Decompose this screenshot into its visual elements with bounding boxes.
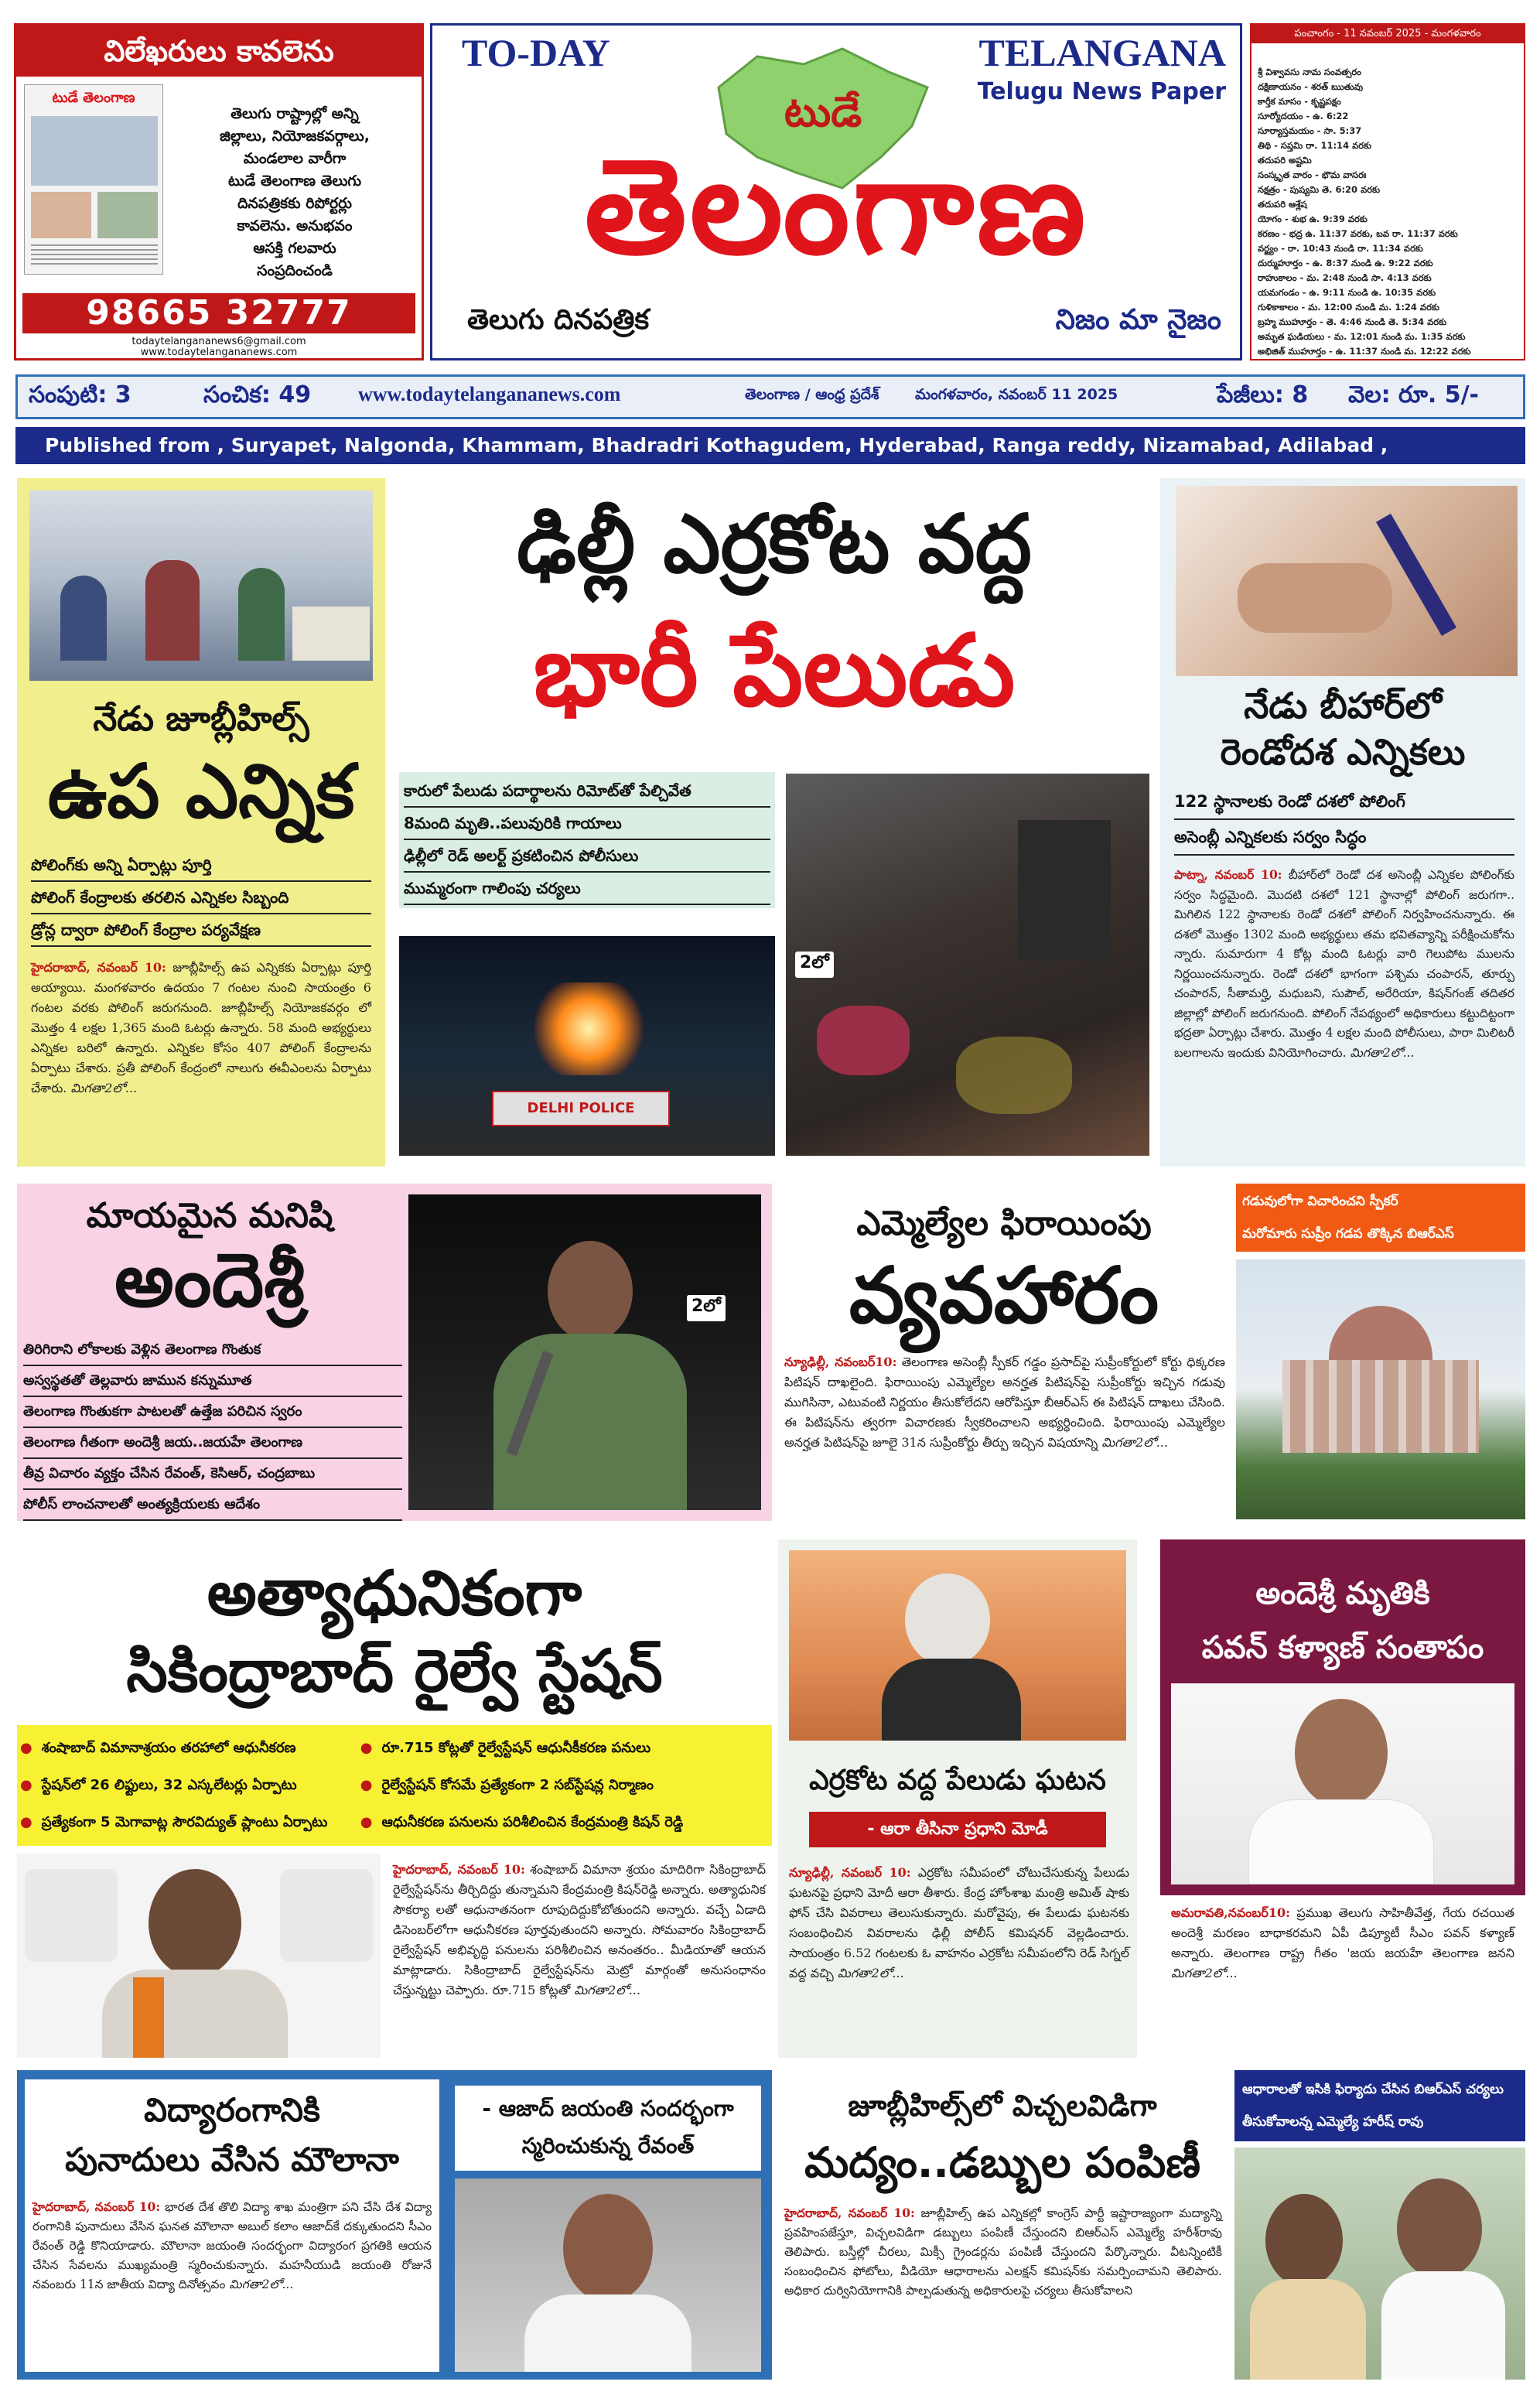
ad-line: సంప్రదించండి [257,262,333,279]
andesri-photo-tag[interactable]: 2లో [687,1295,726,1321]
panchangam-line: నక్షత్రం - పుష్యమి తె. 6:20 వరకు [1258,184,1381,195]
ad-paper-logo: టుడే తెలంగాణ [52,90,135,106]
panchangam-line: కరణం - భద్ర ఉ. 11:37 వరకు, బవ రా. 11:37 వరకు [1258,228,1458,239]
modi-story [778,1539,1137,2058]
harish-story [1234,2070,1525,2380]
panchangam-line: బ్రహ్మ ముహూర్తం - తె. 4:46 నుండి తె. 5:34 వరకు [1258,316,1447,327]
blast-debris-photo [786,774,1149,1156]
defection-story [778,1184,1230,1521]
pawan-text: ప్రముఖ తెలుగు సాహితీవేత్త, గేయ రచయిత అందెశ్రీ మరణం బాధాకరమని ఏపీ డిప్యూటీ సీఎం పవన్ కళ్యాణ్ అన్నారు. తెలంగాణ రాష్ట్ర గీతం 'జయ జయహే తెలంగాణ జనని [1171,1905,1514,1960]
railway-bullet: శంషాబాద్ విమానాశ్రయం తరహాలో ఆధునీకరణ [41,1740,296,1756]
supreme-banner [1236,1184,1525,1252]
masthead-logo [430,23,1242,360]
masthead-english-right: TELANGANA [978,31,1226,74]
delhi-bullet: కారులో పేలుడు పదార్థాలను రిమోట్‌తో పేల్చివేత [404,775,770,808]
blast-night-photo [399,936,775,1156]
railway-bullet: ప్రత్యేకంగా 5 మెగావాట్ల సౌరవిద్యుత్ ప్లాంటు ఏర్పాటు [41,1814,328,1830]
defection-kicker: ఎమ్మెల్యేల ఫిరాయింపు [856,1204,1152,1243]
ad-line: టుడే తెలంగాణ తెలుగు [227,173,362,190]
modi-headline: ఎర్రకోట వద్ద పేలుడు ఘటన [809,1765,1106,1796]
police-barricade-text: DELHI POLICE [527,1100,635,1116]
panchangam-line: దక్షిణాయనం - శరత్ ఋతువు [1258,81,1364,92]
railway-bullet: రూ.715 కోట్లతో రైల్వేస్టేషన్ ఆధునీకీకరణ పనులు [381,1740,651,1756]
panchangam-line: యమగండం - ఉ. 9:11 నుండి ఉ. 10:35 వరకు [1258,287,1436,298]
panchangam-line: తిథి - సప్తమి రా. 11:14 వరకు [1258,140,1372,151]
jubilee-body [31,958,371,1099]
panchangam-line: అమృత ఘడియలు - మ. 12:01 నుండి మ. 1:35 వరకు [1258,331,1466,342]
supreme-court-photo [1236,1259,1525,1519]
azad-continued[interactable]: మిగతా2లో... [229,2277,294,2291]
bihar-body [1174,865,1514,1063]
panchangam-line: సంస్కృత వారం - భౌమ వాసరః [1258,169,1367,180]
defection-text: తెలంగాణ అసెంబ్లీ స్పీకర్ గడ్డం ప్రసాద్‌పై సుప్రీంకోర్టులో కోర్టు ధిక్కరణ పిటిషన్ దాఖలైంది. ఫిరాయింపు ఎమ్మెల్యేల అనర్హత పిటిషన్‌పై సుప్రీంకోర్టు ఇచ్చిన గడువు ముగిసినా, ఎటువంటి నిర్ణయం తీసుకోలేదని ఆరోపిస్తూ బీఆర్ఎస్ ఈ పిటిషన్ దాఖలు చేసింది. ఈ పిటిషన్‌ను త్వరగా విచారణకు స్వీకరించాలని అభ్యర్థించింది. ఫిరాయింపు ఎమ్మెల్యేల అనర్హత పిటిషన్‌పై జూలై 31న సుప్రీంకోర్టు తీర్పు ఇచ్చిన విషయాన్ని [784,1355,1225,1450]
panchangam-line: కార్తీక మాసం - కృష్ణపక్షం [1258,96,1341,107]
jubilee-sub: డ్రోన్ల ద్వారా పోలింగ్ కేంద్రాల పర్యవేక్షణ [31,914,371,947]
azad-side-headline: - ఆజాద్ జయంతి సందర్భంగా స్మరించుకున్న రేవంత్ [455,2086,761,2171]
tagline-left: తెలుగు దినపత్రిక [467,304,650,336]
issue: సంచిక: 49 [203,381,312,408]
andesri-line: అస్వస్థతతో తెల్లవారు జామున కన్నుమూత [23,1366,402,1397]
bihar-subheads [1174,784,1514,856]
liquor-story [778,2070,1227,2380]
liquor-dateline: హైదరాబాద్, నవంబర్ 10: [784,2206,915,2220]
azad-dateline: హైదరాబాద్, నవంబర్ 10: [32,2199,161,2214]
andesri-photo [408,1194,761,1510]
logo-small-text: టుడే [784,87,862,136]
supreme-banner-line-1: గడువులోగా విచారించని స్పీకర్ [1242,1194,1398,1209]
bihar-sub: 122 స్థానాలకు రెండో దశలో పోలింగ్ [1174,784,1514,820]
railway-dateline: హైదరాబాద్, నవంబర్ 10: [393,1862,525,1877]
masthead-english-left: TO-DAY [462,31,610,74]
published-from-bar: Published from , Suryapet, Nalgonda, Khammam, Bhadradri Kothagudem, Hyderabad, Ranga reddy, Nizamabad, Adilabad , [15,427,1525,464]
defection-continued[interactable]: మిగతా2లో... [1101,1435,1168,1450]
logo-big-text: తెలంగాణ [584,131,1089,284]
bihar-headline-1: నేడు బీహార్‌లో [1244,685,1442,726]
azad-body [32,2197,432,2294]
ad-title: విలేఖరులు కావలెను [16,26,422,77]
panchangam-line: అభిజిత్ ముహూర్తం - ఉ. 11:37 నుండి మ. 12:22 వరకు [1258,346,1471,357]
price: వెల: రూ. 5/- [1348,381,1479,408]
azad-story [17,2070,772,2380]
azad-left-panel [25,2079,439,2372]
pawan-continued[interactable]: మిగతా2లో... [1171,1966,1238,1980]
panchangam-line: గుళికాకాలం - మ. 12:00 నుండి మ. 1:24 వరకు [1258,302,1439,313]
ad-line: జిల్లాలు, నియోజకవర్గాలు, [220,128,370,145]
panchangam-header: పంచాంగం - 11 నవంబర్ 2025 - మంగళవారం [1251,25,1524,43]
railway-body [393,1860,766,2001]
andesri-line: తీవ్ర విచారం వ్యక్తం చేసిన రేవంత్, కెసిఆర్, చంద్రబాబు [23,1459,402,1490]
delhi-bullet: ఢిల్లీలో రెడ్ అలర్ట్ ప్రకటించిన పోలీసులు [404,840,770,873]
railway-bullets: ● శంషాబాద్ విమానాశ్రయం తరహాలో ఆధునీకరణ ● రూ.715 కోట్లతో రైల్వేస్టేషన్ ఆధునీకీకరణ పనులు ● స్టేషన్‌లో 26 లిఫ్టులు, 32 ఎస్కలేటర్లు ఏర్పాటు ● రైల్వేస్టేషన్ కోసమే ప్రత్యేకంగా 2 సబ్‌స్టేషన్ల నిర్మాణం ● ప్రత్యేకంగా 5 మెగావాట్ల సౌరవిద్యుత్ ప్లాంటు ఏర్పాటు ● ఆధునీకరణ పనులను పరిశీలించిన కేంద్రమంత్రి కిషన్ రెడ్డి [17,1725,772,1846]
panchangam-line: దుర్ముహూర్తం - ఉ. 8:37 నుండి ఉ. 9:22 వరకు [1258,258,1433,268]
ad-phone: 98665 32777 [22,293,415,333]
harish-photo [1234,2148,1525,2380]
supreme-story [1236,1184,1525,1521]
delhi-photo-tag[interactable]: 2లో [795,952,834,978]
panchangam-box [1250,23,1525,360]
andesri-line: పోలీస్ లాంచనాలతో అంత్యక్రియలకు ఆదేశం [23,1490,402,1521]
reporters-wanted-ad [14,23,424,360]
liquor-headline-1: జూబ్లీహిల్స్‌లో విచ్చలవిడిగా [848,2089,1157,2123]
ad-line: మండలాల వారీగా [243,150,347,167]
info-bar [15,374,1525,419]
jubilee-continued[interactable]: మిగతా2లో... [70,1081,138,1095]
panchangam-line: శ్రీ విశ్వావసు నామ సంవత్సరం [1258,67,1362,77]
jubilee-story [17,478,385,1167]
issue-date: మంగళవారం, నవంబర్ 11 2025 [915,386,1118,403]
andesri-line: తిరిగిరాని లోకాలకు వెళ్లిన తెలంగాణ గొంతుక [23,1335,402,1366]
defection-body [784,1352,1225,1453]
modi-dateline: న్యూఢిల్లీ, నవంబర్ 10: [789,1865,911,1880]
azad-headline-1: విద్యారంగానికి [144,2091,320,2129]
pawan-story [1160,1539,1525,2058]
bihar-dateline: పాట్నా, నవంబర్ 10: [1174,867,1282,882]
delhi-bullets [399,772,775,908]
panchangam-line: వర్జ్యం - రా. 10:43 నుండి రా. 11:34 వరకు [1258,243,1423,254]
pawan-photo [1171,1683,1514,1884]
delhi-bullet: 8మంది మృతి..పలువురికి గాయాలు [404,808,770,840]
edition: తెలంగాణ / ఆంధ్ర ప్రదేశ్ [745,386,879,403]
bihar-story [1160,478,1525,1167]
revanth-photo [455,2178,761,2372]
ad-text [171,103,418,282]
delhi-story [399,478,1149,1167]
defection-dateline: న్యూఢిల్లీ, నవంబర్10: [784,1355,897,1369]
pawan-headline-2: పవన్ కళ్యాణ్ సంతాపం [1201,1630,1484,1666]
andesri-story [17,1184,772,1521]
andesri-headline: అందెశ్రీ [114,1237,306,1324]
railway-bullet: రైల్వేస్టేషన్ కోసమే ప్రత్యేకంగా 2 సబ్‌స్టేషన్ల నిర్మాణం [381,1777,654,1793]
police-barricade [492,1091,670,1126]
modi-photo [789,1550,1126,1741]
ad-line: కావలెను. అనుభవం [237,217,353,234]
panchangam-line: సూర్యోదయం - ఉ. 6:22 [1258,111,1349,121]
ad-line: ఆసక్తి గలవారు [253,240,336,257]
ad-line: తెలుగు రాష్ట్రాల్లో అన్ని [230,105,359,122]
ad-site: www.todaytelangananews.com [140,347,298,358]
bihar-continued[interactable]: మిగతా2లో... [1350,1045,1415,1060]
liquor-text: జూబ్లీహిల్స్ ఉప ఎన్నికల్లో కాంగ్రెస్ పార్టీ ఇష్టారాజ్యంగా మద్యాన్ని ప్రవహింపజేస్తూ, విచ్చలవిడిగా డబ్బులు పంపిణీ చేస్తుందని బిఆర్ఎస్ ఎమ్మెల్యే హరీశ్‌రావు తెలిపారు. బస్తీల్లో చీరలు, మిక్సీ గ్రైండర్లను పంపిణీ చేస్తుందని పేర్కొన్నారు. వీటన్నింటికీ సంబంధించిన ఫోటోలు, వీడియో ఆధారాలను ఎలక్షన్ కమిషన్‌కు సమర్పించామని తెలిపారు. అధికార దుర్వినియోగానికి పాల్పడుతున్న అధికారులపై చర్యలు తీసుకోవాలని [784,2206,1222,2298]
harish-side-headline: ఆధారాలతో ఇసికి ఫిర్యాదు చేసిన బిఆర్ఎస్ చర్యలు తీసుకోవాలన్న ఎమ్మెల్యే హరీష్ రావు [1234,2070,1525,2141]
liquor-headline-2: మద్యం..డబ్బుల పంపిణీ [804,2138,1200,2187]
volume: సంపుటి: 3 [29,381,131,408]
panchangam-line: యోగం - శుభ ఉ. 9:39 వరకు [1258,214,1368,224]
kishan-reddy-photo [17,1854,381,2058]
website-link[interactable]: www.todaytelangananews.com [358,383,621,405]
modi-body [789,1863,1129,1984]
jubilee-subheads [31,849,371,947]
polling-photo [29,490,373,681]
andesri-line: తెలంగాణ గొంతుకగా పాటలతో ఉత్తేజ పరిచిన స్వరం [23,1397,402,1428]
bihar-text: బీహార్‌లో రెండో దశ అసెంబ్లీ ఎన్నికల పోలింగ్‌కు సర్వం సిద్ధమైంది. మొదటి దశలో 121 స్థానాల్లో పోలింగ్ జరుగగా.. మిగిలిన 122 స్థానాలకు రెండో దశలో పోలింగ్ నిర్వహించనున్నారు. ఈ దశలో మొత్తం 1302 మంది అభ్యర్థులు తమ భవితవ్యాన్ని పరీక్షించుకోను న్నారు. సుమారుగా 4 కోట్ల మంది ఓటర్లు వారి గెలుపోట ములను నిర్ణయించనున్నారు. రెండో దశలో భాగంగా పశ్చిమ చంపారన్, తూర్పు చంపారన్, సీతామర్హి, మధుబని, సుపౌల్, అరేరియా, కిషన్‌గంజ్ తదితర జిల్లాల్లో పోలింగ్ జరుగనుంది. పోలింగ్ నేపథ్యంలో అధికారులు కట్టుదిట్టంగా భద్రతా ఏర్పాట్లు చేశారు. మొత్తం 4 లక్షల మంది పోలీసులు, పారా మిలిటరీ బలగాలను ఇందుకు వినియోగించారు. [1174,868,1515,1060]
andesri-kicker: మాయమైన మనిషి [86,1196,333,1235]
azad-headline-2: పునాదులు వేసిన మౌలానా [65,2141,399,2178]
railway-headline-1: అత్యాధునికంగా [207,1557,582,1629]
railway-continued[interactable]: మిగతా2లో... [574,1983,641,1997]
delhi-headline-1: ఢిల్లీ ఎర్రకోట వద్ద [517,497,1032,591]
pawan-headline-1: అందెశ్రీ మృతికి [1255,1576,1430,1611]
jubilee-dateline: హైదరాబాద్, నవంబర్ 10: [31,960,166,975]
bihar-headline-2: రెండోదశ ఎన్నికలు [1220,731,1466,773]
panchangam-line: తదుపరి అష్టమి [1258,155,1312,166]
pawan-body [1160,1895,1525,2058]
ad-line: దినపత్రికకు రిపోర్టర్లు [237,195,352,212]
ad-email: todaytelangananews6@gmail.com [131,336,306,347]
jubilee-kicker: నేడు జూబ్లీహిల్స్ [93,699,309,739]
railway-story [17,1539,772,2058]
panchangam-line: సూర్యాస్తమయం - సా. 5:37 [1258,125,1362,136]
railway-bullet: స్టేషన్‌లో 26 లిఫ్టులు, 32 ఎస్కలేటర్లు ఏర్పాటు [41,1777,297,1793]
railway-text: శంషాబాద్ విమానా శ్రయం మాదిరిగా సికింద్రాబాద్ రైల్వేస్టేషన్‌ను తీర్చిదిద్దు తున్నామని కేంద్రమంత్రి కిషన్‌రెడ్డి అన్నారు. అత్యాధునిక సౌకర్యా లతో ఆధునాతనంగా రూపుదిద్దుకోబోతుందని అన్నారు. వచ్చే ఏడాది డిసెంబర్‌లోగా ఆధునీకరణ పూర్తవుతుందని అన్నారు. సోమవారం సికింద్రాబాద్ రైల్వేస్టేషన్ అభివృద్ధి పనులను పరిశీలించిన అనంతరం.. మీడియాతో ఆయన మాట్లాడారు. సికింద్రాబాద్ రైల్వేస్టేషన్‌ను మెట్రో మార్గంతో అనుసంధానం చేస్తున్నట్టు చెప్పారు. రూ.715 కోట్లతో [393,1862,767,1997]
panchangam-line: రాహుకాలం - మ. 2:48 నుండి సా. 4:13 వరకు [1258,272,1432,283]
jubilee-sub: పోలింగ్ కేంద్రాలకు తరలిన ఎన్నికల సిబ్బంది [31,882,371,914]
jubilee-text: జూబ్లీహిల్స్ ఉప ఎన్నికకు ఏర్పాట్లు పూర్తి అయ్యాయి. మంగళవారం ఉదయం 7 గంటల నుంచి సాయంత్రం 6 గంటల వరకు పోలింగ్ జరుగనుంది. జూబ్లీహిల్స్ నియోజకవర్గం లో మొత్తం 4 లక్షల 1,365 మంది ఓటర్లు ఉన్నారు. 58 మంది అభ్యర్థులు ఎన్నికల బరిలో ఉన్నారు. ఎన్నికల కోసం 407 పోలింగ్ కేంద్రాలను ఏర్పాటు చేశారు. ప్రతీ పోలింగ్ కేంద్రంలో నాలుగు ఈవీఎంలను ఏర్పాటు చేశారు. [31,960,371,1095]
supreme-banner-line-2: మరోమారు సుప్రీం గడప తొక్కిన బిఆర్ఎస్ [1242,1226,1454,1242]
jubilee-headline: ఉప ఎన్నిక [47,748,355,835]
panchangam-line: తదుపరి ఆశ్లేష [1258,199,1307,210]
page-count: పేజీలు: 8 [1217,381,1309,408]
azad-text: భారత దేశ తొలి విద్యా శాఖ మంత్రిగా పని చేసి దేశ విద్యా రంగానికి పునాదులు వేసిన ఘనత మౌలానా అబుల్ కలాం ఆజాద్‌కే దక్కుతుందని సీఎం రేవంత్ రెడ్డి కొనియాడారు. మౌలానా జయంతి సందర్భంగా విద్యారంగ ప్రగతికి ఆయన చేసిన సేవలను ముఖ్యమంత్రి స్మరించుకున్నారు. మహనీయుడి జయంతి రోజునే నవంబరు 11న జాతీయ విద్యా దినోత్సవం [32,2200,432,2291]
bihar-sub: అసెంబ్లీ ఎన్నికలకు సర్వం సిద్ధం [1174,820,1514,856]
delhi-headline-2: భారీ పేలుడు [533,613,1016,729]
jubilee-sub: పోలింగ్‌కు అన్ని ఏర్పాట్లు పూర్తి [31,849,371,882]
modi-text: ఎర్రకోట సమీపంలో చోటుచేసుకున్న పేలుడు ఘటనపై ప్రధాని మోదీ ఆరా తీశారు. కేంద్ర హోంశాఖ మంత్రి అమిత్ షాకు ఫోన్ చేసి వివరాలు తెలుసుకున్నారు. మరోవైపు, ఈ పేలుడు ఘటనకు సంబంధించిన వివరాలను ఢిల్లీ పోలీస్ కమిషనర్ వెల్లడించారు. సాయంత్రం 6.52 గంటలకు ఓ వాహనం ఎర్రకోట సమీపంలోని రెడ్ సిగ్నల్ వద్ద వచ్చి [789,1865,1129,1980]
andesri-line: తెలంగాణ గీతంగా అందెశ్రీ జయ..జయహే తెలంగాణ [23,1428,402,1459]
modi-subhead: - ఆరా తీసినా ప్రధాని మోడీ [809,1812,1106,1847]
railway-headline-2: సికింద్రాబాద్ రైల్వే స్టేషన్ [126,1636,663,1705]
panchangam-list [1258,65,1521,359]
defection-headline: వ్యవహారం [849,1250,1159,1341]
liquor-body [784,2203,1222,2301]
voting-finger-photo [1176,486,1518,676]
ad-paper-thumbnail [24,84,163,275]
modi-continued[interactable]: మిగతా2లో... [837,1966,904,1980]
delhi-bullet: ముమ్మరంగా గాలింపు చర్యలు [404,873,770,905]
andesri-lines [23,1335,402,1521]
railway-bullet: ఆధునీకరణ పనులను పరిశీలించిన కేంద్రమంత్రి కిషన్ రెడ్డి [381,1814,684,1830]
masthead-subtitle: Telugu News Paper [977,78,1226,105]
pawan-dateline: అమరావతి,నవంబర్10: [1171,1905,1291,1920]
tagline-right: నిజం మా నైజం [1055,304,1221,336]
